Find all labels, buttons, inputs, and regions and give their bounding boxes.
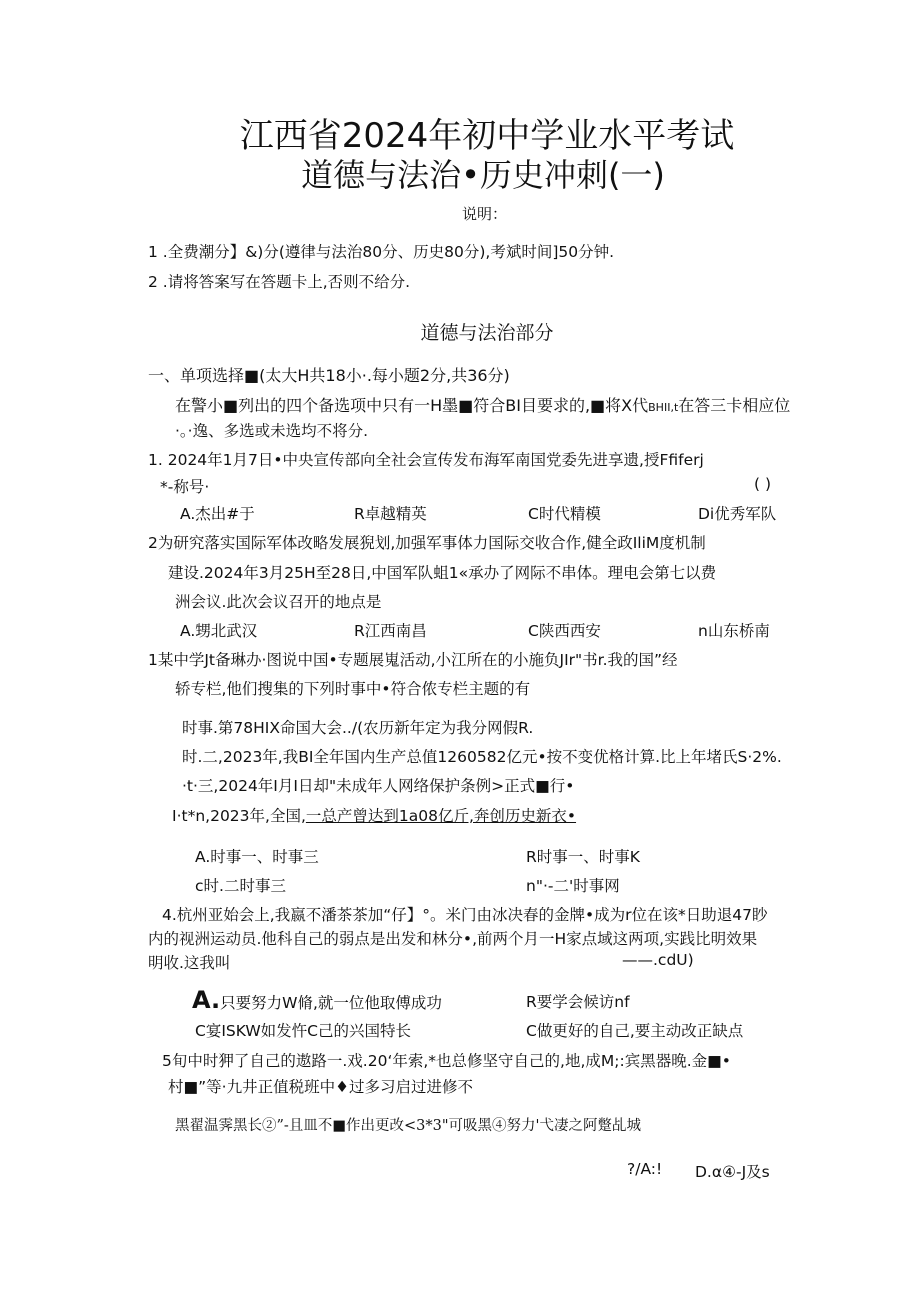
notes-heading: 说明： bbox=[462, 205, 508, 223]
q3-event1: 时事.第78HIX命国大会../(农历新年定为我分网假R. bbox=[182, 719, 534, 737]
q4-line1: 4.杭州亚始会上,我嬴不潘茶茶加“仔】°。米门由冰决春的金牌•成为r位在该*日助退47眇 bbox=[162, 906, 768, 924]
q4-answer-paren: ——.cdU) bbox=[622, 951, 694, 969]
part1-heading: 一、单项选择■(太大H共18小·.每小题2分,共36分) bbox=[148, 366, 510, 385]
q2-option-a: A.甥北武汉 bbox=[180, 622, 258, 640]
exam-title-line1: 江西省2024年初中学业水平考试 bbox=[239, 116, 735, 156]
q3-event4-prefix: I·t*n,2023年,全国, bbox=[172, 807, 306, 825]
q3-option-b: R时事一、时事K bbox=[526, 848, 640, 866]
q1-line2: *-称号· bbox=[160, 478, 210, 496]
q4-option-c: C宴ISKW如发忤C己的兴国特长 bbox=[195, 1022, 411, 1040]
q5-last-right: D.α④-J及s bbox=[695, 1163, 770, 1181]
section-title: 道德与法治部分 bbox=[420, 322, 554, 344]
note-2: 2 .请将答案写在答题卡上,否则不给分. bbox=[148, 273, 411, 291]
q4-option-a bbox=[192, 986, 442, 1014]
q2-option-b: R江西南昌 bbox=[354, 622, 427, 640]
q1-option-a: A.杰出#于 bbox=[180, 505, 255, 523]
q1-option-d: Di优秀军队 bbox=[698, 505, 777, 523]
part1-instruction-2: ·。·逸、多选或未选均不将分. bbox=[175, 422, 369, 440]
q5-serif-line: 黑翟温霁黑长②”-且皿不■作出更改<3*3"可吸黑④努力'弋凄之阿蹩乩城 bbox=[175, 1118, 642, 1134]
q4-line3: 明收.这我叫 bbox=[148, 954, 231, 972]
part1-instruction-1a: 在警小■列出的四个备选项中只有一H墨■符合BI目要求的,■将X代 bbox=[175, 396, 649, 415]
q4-option-d: C做更好的自己,要主动改正缺点 bbox=[526, 1022, 744, 1040]
q1-option-b: R卓越精英 bbox=[354, 505, 427, 523]
q1-option-c: C时代精模 bbox=[528, 505, 601, 523]
q2-line2: 建设.2024年3月25H至28日,中国军队蛆1«承办了网际不串体。理电会第七以费 bbox=[168, 564, 717, 582]
part1-instruction-1b: BHII,t bbox=[648, 401, 679, 414]
part1-instruction-1c: 在答三卡相应位 bbox=[678, 396, 791, 415]
q2-line1: 2为研究落实国际军体改略发展猊划,加强军事体力国际交收合作,健全政IliM度机制 bbox=[148, 534, 706, 552]
note-1: 1 .全费潮分】&)分(遵律与法治80分、历史80分),考斌时间]50分钟. bbox=[148, 243, 615, 261]
q5-line1: 5旬中时狎了自己的遨路一.戏.20‘年索,*也总修坚守自己的,地,成M;:宾黑器晚.金■• bbox=[162, 1052, 731, 1070]
q1-answer-paren: ( ) bbox=[754, 475, 772, 493]
q3-event2: 时.二,2023年,我BI全年国内生产总值1260582亿元•按不变优格计算.比上年堵氏S·2%. bbox=[182, 748, 782, 766]
exam-title-line2: 道德与法治•历史冲刺(一) bbox=[301, 156, 665, 194]
q2-option-c: C陕西西安 bbox=[528, 622, 601, 640]
q4-option-a-letter: A. bbox=[192, 986, 221, 1014]
q5-last-left: ?/A:! bbox=[627, 1160, 663, 1178]
q5-line2: 村■”等·九井正值税班中♦过多习启过进修不 bbox=[168, 1078, 473, 1096]
q2-option-d: n山东桥南 bbox=[698, 622, 770, 640]
q3-line2: 轿专栏,他们搜集的下列时事中•符合侬专栏主题的有 bbox=[175, 680, 531, 698]
q3-option-d: n"·-二'时事网 bbox=[526, 877, 620, 895]
q4-line2: 内的视洲运动员.他科自己的弱点是出发和林分•,前两个月一H家点域这两项,实践比明效果 bbox=[148, 930, 758, 948]
q3-event3: ·t·三,2024年I月I日却"未成年人网络保护条例>正式■行• bbox=[182, 777, 575, 795]
q4-option-a-text: 只要努力W脩,就一位他取傅成功 bbox=[220, 994, 442, 1012]
q3-event4 bbox=[172, 804, 576, 826]
q2-line3: 洲会议.此次会议召开的地点是 bbox=[175, 593, 382, 611]
q3-line1: 1某中学Jt备琳办·图说中国•专题展嵬活动,小江所在的小施负JIr"书r.我的国”经 bbox=[148, 651, 678, 669]
q4-option-b: R要学会候访nf bbox=[526, 993, 630, 1011]
part1-instruction-1 bbox=[175, 393, 790, 416]
q1-line1: 1. 2024年1月7日•中央宣传部向全社会宣传发布海军南国党委先进享遗,授Ffiferj bbox=[148, 451, 704, 469]
q3-option-a: A.时事一、时事三 bbox=[195, 848, 319, 866]
q3-option-c: c时.二时事三 bbox=[195, 877, 286, 895]
q3-event4-underlined: 一总产曾达到1a08亿斤,奔创历史新衣• bbox=[305, 807, 577, 825]
